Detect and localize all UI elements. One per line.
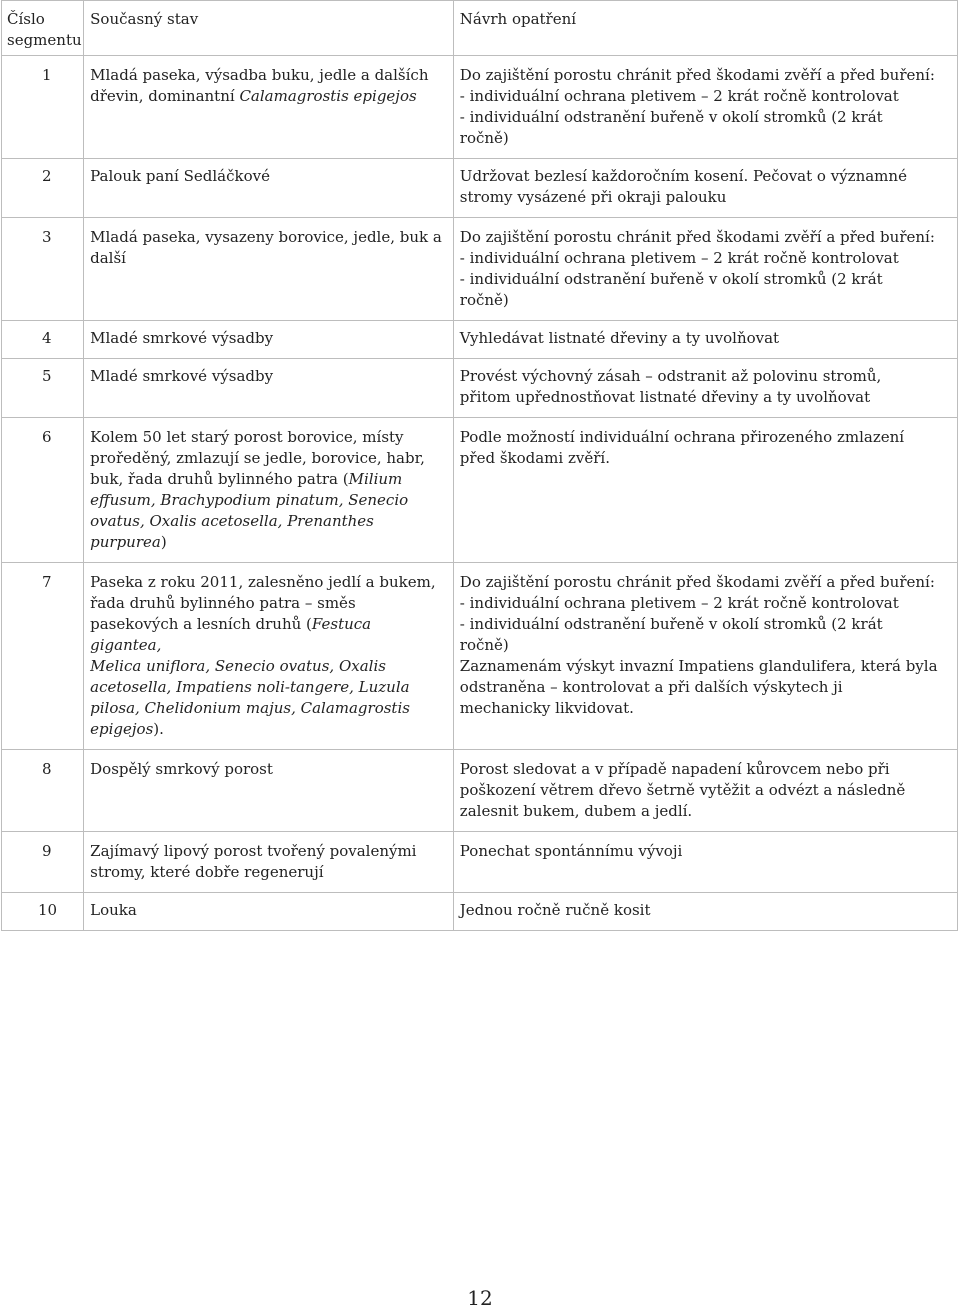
current-state: Kolem 50 let starý porost borovice, místy proředěný, zmlazují se jedle, borovice, habr, buk, řada druhů bylinného patra (Milium effusum, Brachypodium pinatum, Senecio ovatus, Oxalis acetosella, Prenanthes purpurea) <box>84 418 454 563</box>
header-segment-number: Číslo segmentu <box>2 1 84 56</box>
segment-number: 2 <box>2 159 84 218</box>
segment-number: 1 <box>2 56 84 159</box>
current-state: Zajímavý lipový porost tvořený povalenými stromy, které dobře regenerují <box>84 832 454 893</box>
table-row <box>2 893 958 931</box>
segment-number: 4 <box>2 321 84 359</box>
current-state: Paseka z roku 2011, zalesněno jedlí a bukem, řada druhů bylinného patra – směs pasekových a lesních druhů (Festuca gigantea, Melica uniflora, Senecio ovatus, Oxalis acetosella, Impatiens noli-tangere, Luzula pilosa, Chelidonium majus, Calamagrostis epigejos). <box>84 563 454 750</box>
proposed-measure: Podle možností individuální ochrana přirozeného zmlazení před škodami zvěří. <box>453 418 957 563</box>
proposed-measure: Do zajištění porostu chránit před škodami zvěří a před buření: - individuální ochrana pletivem – 2 krát ročně kontrolovat - individuální odstranění buřeně v okolí stromků (2 krát ročně) <box>453 218 957 321</box>
segment-number: 5 <box>2 359 84 418</box>
proposed-measure: Do zajištění porostu chránit před škodami zvěří a před buření: - individuální ochrana pletivem – 2 krát ročně kontrolovat - individuální odstranění buřeně v okolí stromků (2 krát ročně) Zaznamenám výskyt invazní Impatiens glandulifera, která byla odstraněna – kontrolovat a při dalších výskytech ji mechanicky likvidovat. <box>453 563 957 750</box>
table-row <box>2 56 958 159</box>
proposed-measure: Porost sledovat a v případě napadení kůrovcem nebo při poškození větrem dřevo šetrně vytěžit a odvézt a následně zalesnit bukem, dubem a jedlí. <box>453 750 957 832</box>
current-state: Palouk paní Sedláčkové <box>84 159 454 218</box>
current-state: Louka <box>84 893 454 931</box>
table-header-row <box>2 1 958 56</box>
page-number: 12 <box>467 1286 493 1310</box>
table-row <box>2 750 958 832</box>
proposed-measure: Ponechat spontánnímu vývoji <box>453 832 957 893</box>
header-current-state: Současný stav <box>84 1 454 56</box>
table-row <box>2 359 958 418</box>
proposed-measure: Provést výchovný zásah – odstranit až polovinu stromů, přitom upřednostňovat listnaté dřeviny a ty uvolňovat <box>453 359 957 418</box>
table-row <box>2 321 958 359</box>
segment-number: 8 <box>2 750 84 832</box>
segment-number: 9 <box>2 832 84 893</box>
segment-number: 10 <box>2 893 84 931</box>
current-state: Mladé smrkové výsadby <box>84 321 454 359</box>
measures-table <box>1 0 958 931</box>
current-state: Mladá paseka, vysazeny borovice, jedle, buk a další <box>84 218 454 321</box>
current-state: Mladé smrkové výsadby <box>84 359 454 418</box>
proposed-measure: Do zajištění porostu chránit před škodami zvěří a před buření: - individuální ochrana pletivem – 2 krát ročně kontrolovat - individuální odstranění buřeně v okolí stromků (2 krát ročně) <box>453 56 957 159</box>
table-row <box>2 218 958 321</box>
table-row <box>2 418 958 563</box>
header-proposed-measures: Návrh opatření <box>453 1 957 56</box>
table-row <box>2 832 958 893</box>
proposed-measure: Jednou ročně ručně kosit <box>453 893 957 931</box>
proposed-measure: Udržovat bezlesí každoročním kosení. Pečovat o významné stromy vysázené při okraji palouku <box>453 159 957 218</box>
current-state: Mladá paseka, výsadba buku, jedle a dalších dřevin, dominantní Calamagrostis epigejos <box>84 56 454 159</box>
table-row <box>2 159 958 218</box>
segment-number: 3 <box>2 218 84 321</box>
table-row <box>2 563 958 750</box>
segment-number: 6 <box>2 418 84 563</box>
proposed-measure: Vyhledávat listnaté dřeviny a ty uvolňovat <box>453 321 957 359</box>
segment-number: 7 <box>2 563 84 750</box>
current-state: Dospělý smrkový porost <box>84 750 454 832</box>
